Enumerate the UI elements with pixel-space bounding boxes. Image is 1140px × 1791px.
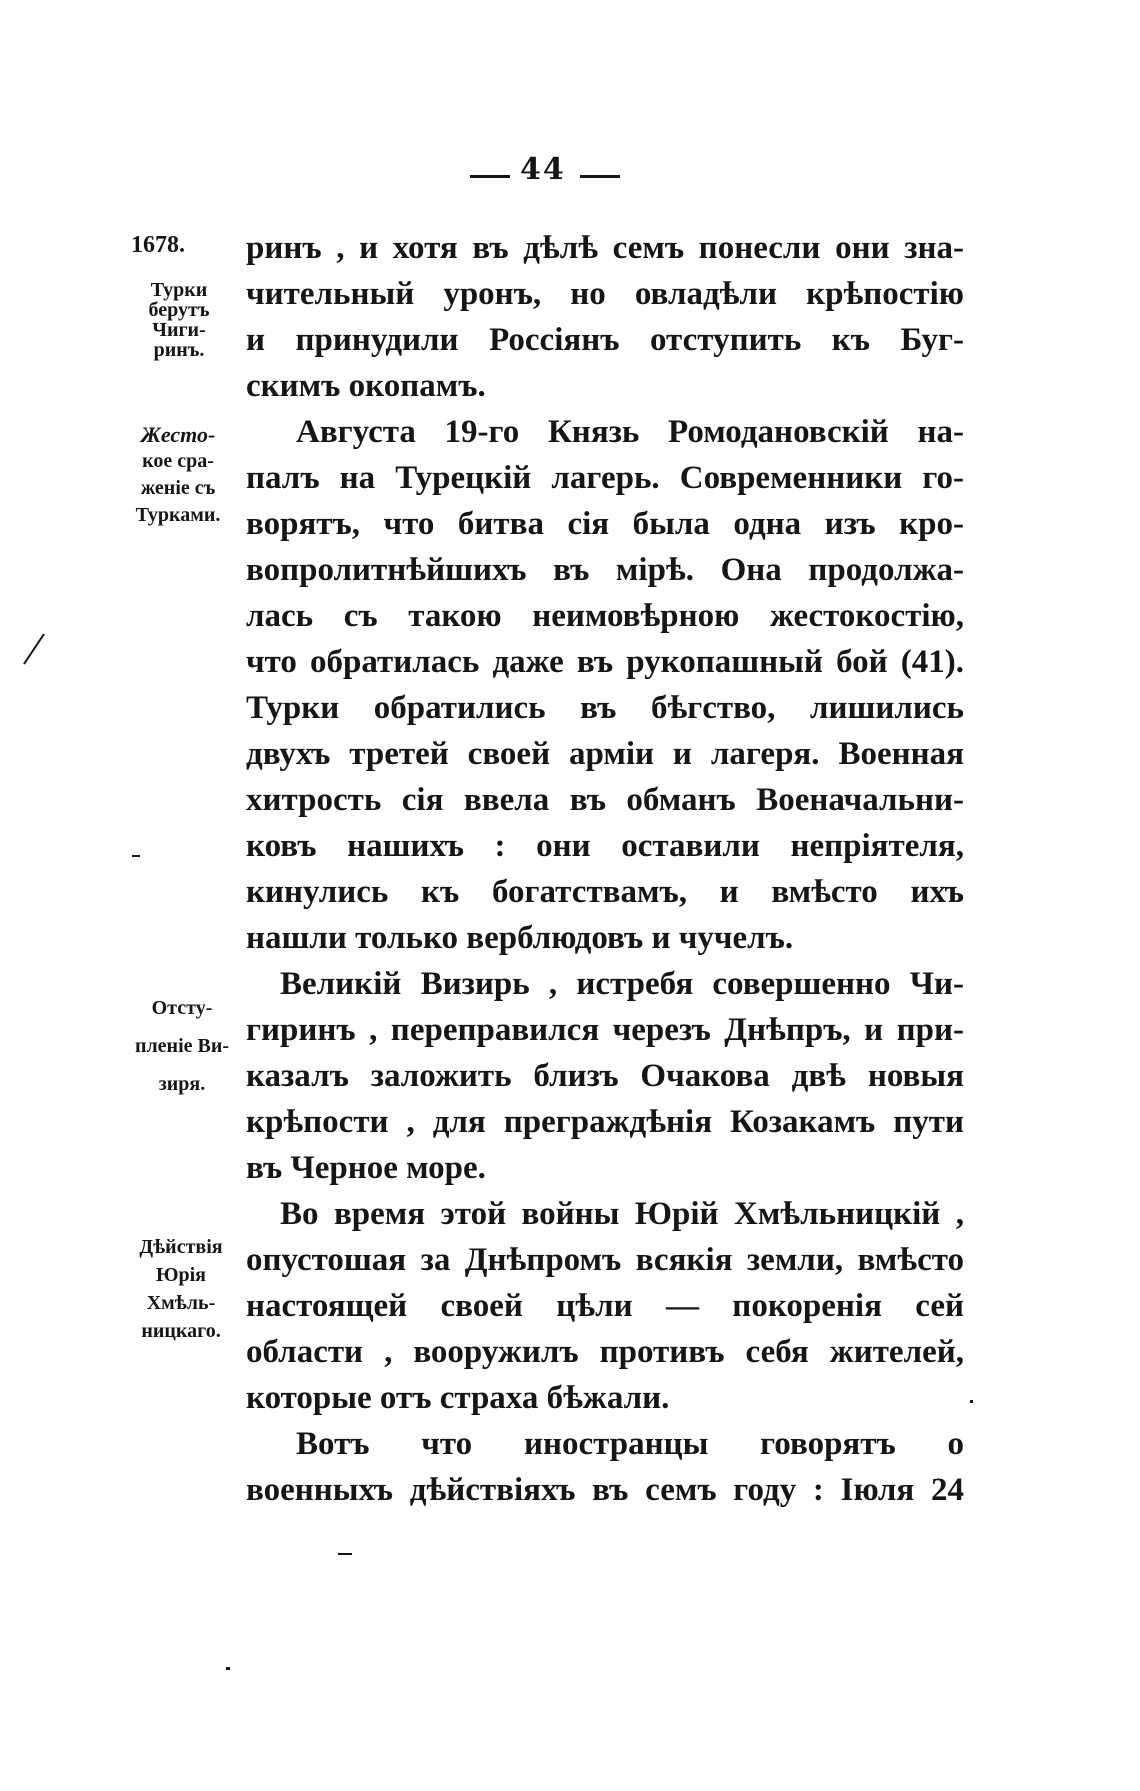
margin-note-yuri-actions	[118, 1233, 244, 1345]
body-line: двухъ третей своей арміи и лагеря. Военная	[246, 736, 964, 772]
body-line: ринъ , и хотя въ дѣлѣ семъ понесли они зна-	[246, 230, 964, 266]
body-line: чительный уронъ, но овладѣли крѣпостію	[246, 276, 964, 312]
body-line: что обратилась даже въ рукопашный бой (41).	[246, 644, 964, 680]
margin-note-turks-take-chigirin	[120, 280, 238, 360]
body-line: хитрость сія ввела въ обманъ Военачальни-	[246, 782, 964, 818]
margin-note-fierce-battle	[116, 421, 240, 529]
margin-note-year	[131, 234, 185, 256]
body-line: лась съ такою неимовѣрною жестокостію,	[246, 598, 964, 634]
margin-line: 1678.	[131, 232, 185, 258]
body-line: скимъ окопамъ.	[246, 368, 486, 404]
body-line: ворятъ, что битва сія была одна изъ кро-	[246, 506, 964, 542]
body-line: Августа 19-го Князь Ромодановскій на-	[296, 414, 964, 450]
margin-line: ницкаго.	[141, 1320, 221, 1342]
body-line: вопролитнѣйшихъ въ мірѣ. Она продолжа-	[246, 552, 964, 588]
margin-line: кое сра-	[142, 450, 214, 472]
body-line: казалъ заложить близъ Очакова двѣ новыя	[246, 1058, 964, 1094]
margin-line: Хмѣль-	[146, 1292, 216, 1314]
body-line: военныхъ дѣйствіяхъ въ семъ году : Іюля 24	[246, 1472, 964, 1508]
page-number: 44	[520, 152, 566, 187]
margin-line: Чиги-	[152, 319, 206, 341]
body-line: крѣпости , для преграждѣнія Козакамъ пути	[246, 1104, 964, 1140]
margin-note-vizier-retreat	[122, 989, 242, 1103]
scan-speck	[970, 1400, 973, 1403]
margin-line: берутъ	[148, 299, 210, 321]
margin-line: Дѣйствія	[139, 1236, 223, 1258]
body-line: гиринъ , переправился черезъ Днѣпръ, и при-	[246, 1012, 964, 1048]
header-dash-right	[580, 175, 620, 178]
body-line: нашли только верблюдовъ и чучелъ.	[246, 920, 794, 956]
body-line: и принудили Россіянъ отступить къ Буг-	[246, 322, 964, 358]
body-line: Во время этой войны Юрій Хмѣльницкій ,	[280, 1196, 964, 1232]
margin-line: ринъ.	[153, 339, 205, 361]
body-line: Турки обратились въ бѣгство, лишились	[246, 690, 964, 726]
body-line: области , вооружилъ противъ себя жителей,	[246, 1334, 964, 1370]
body-line: кинулись къ богатствамъ, и вмѣсто ихъ	[246, 874, 964, 910]
body-line: опустошая за Днѣпромъ всякія земли, вмѣсто	[246, 1242, 964, 1278]
body-line: палъ на Турецкій лагерь. Современники го-	[246, 460, 964, 496]
body-line: ковъ нашихъ : они оставили непріятеля,	[246, 828, 964, 864]
body-line: Вотъ что иностранцы говорятъ о	[296, 1426, 964, 1462]
scan-speck	[132, 855, 140, 857]
margin-line: Жесто-	[140, 422, 216, 447]
scan-mark-stroke	[20, 630, 50, 670]
body-line: которые отъ страха бѣжали.	[246, 1380, 670, 1416]
body-line: настоящей своей цѣли — покоренія сей	[246, 1288, 964, 1324]
margin-line: Отсту-	[151, 997, 213, 1019]
margin-line: зиря.	[158, 1073, 206, 1095]
margin-line: Турки	[150, 279, 208, 301]
margin-line: Турками.	[135, 504, 221, 526]
body-line: Великій Визирь , истребя совершенно Чи-	[280, 966, 964, 1002]
scan-speck	[338, 1553, 352, 1555]
body-line: въ Черное море.	[246, 1150, 486, 1186]
margin-line: Юрія	[155, 1264, 207, 1286]
header-dash-left	[470, 175, 510, 178]
scan-speck	[226, 1667, 230, 1670]
margin-line: пленіе Ви-	[134, 1035, 230, 1057]
margin-line: женіе съ	[140, 477, 216, 499]
